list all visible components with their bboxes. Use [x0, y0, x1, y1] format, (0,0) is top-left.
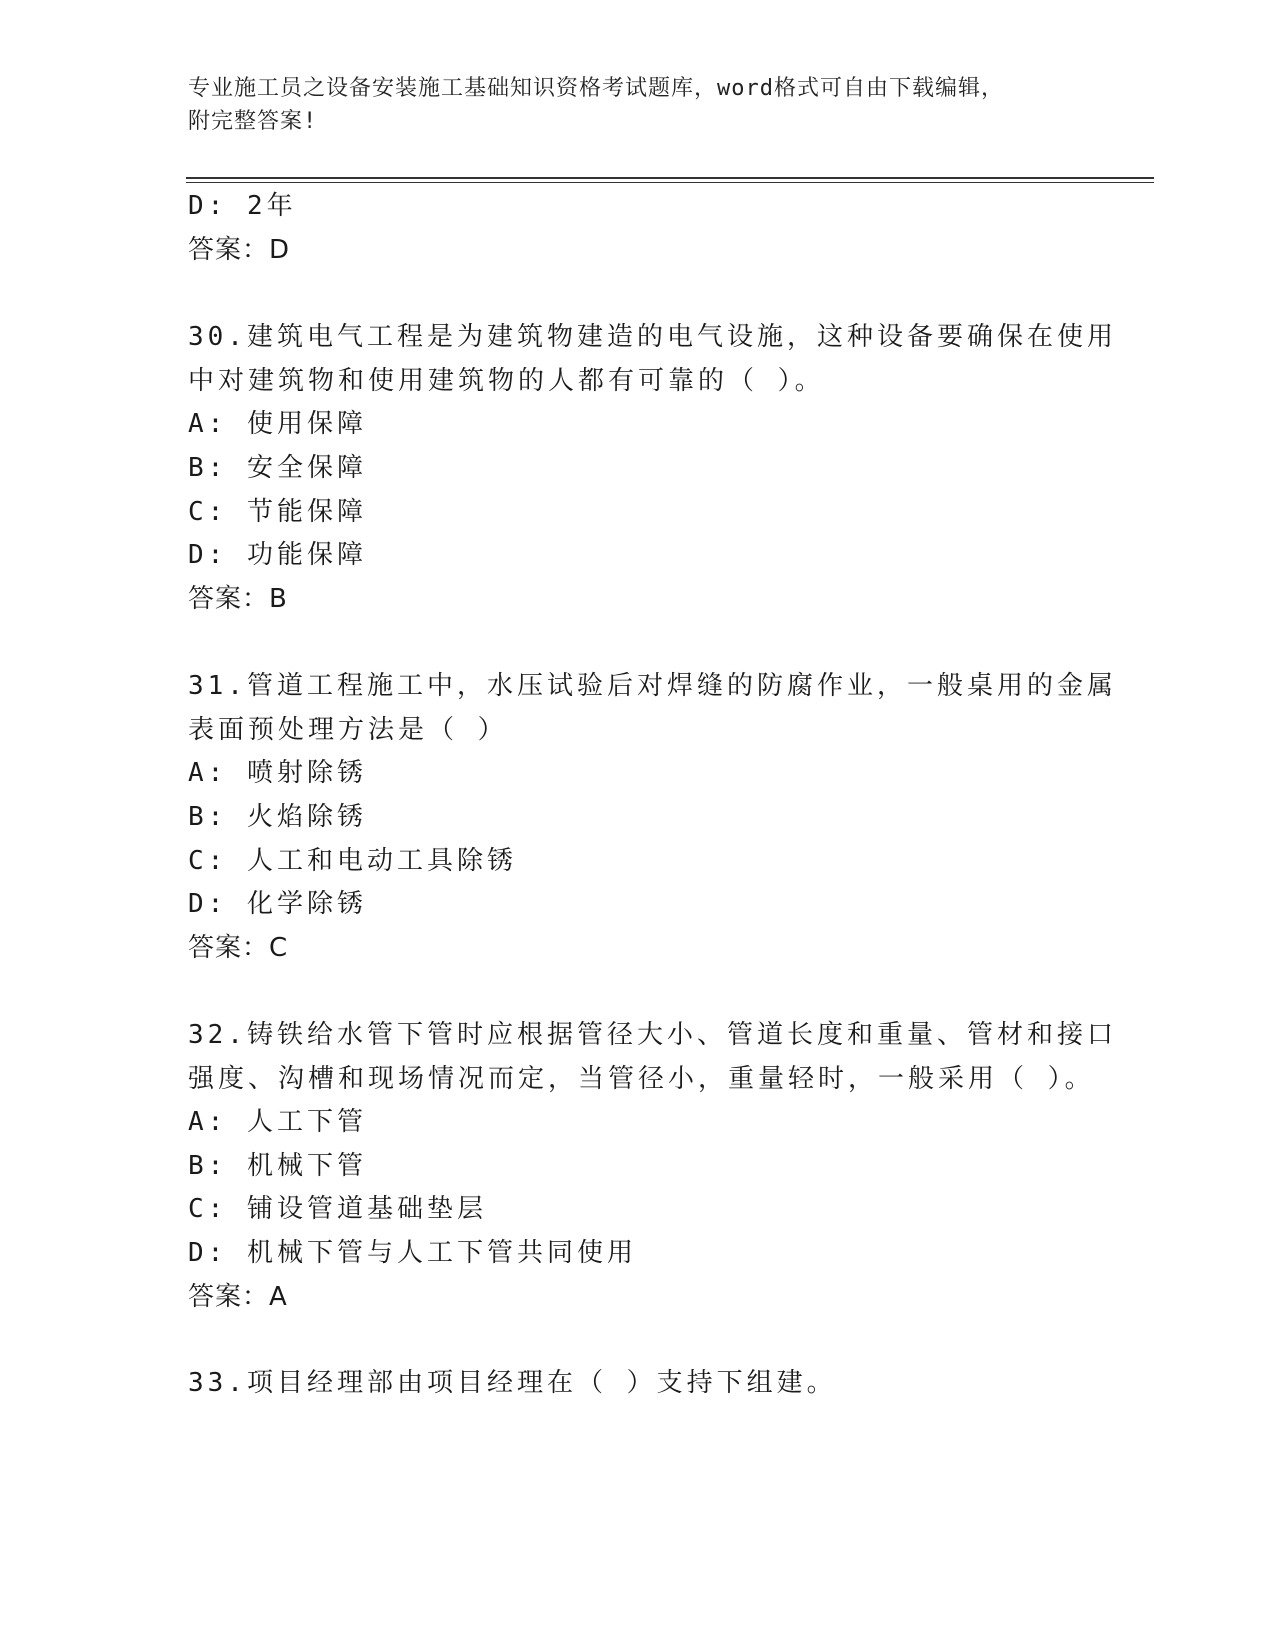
document-header — [188, 72, 1068, 138]
question-30-answer: 答案：B — [188, 584, 288, 614]
question-31-option-a: A: 喷射除锈 — [188, 758, 367, 788]
question-31-answer: 答案：C — [188, 933, 289, 963]
question-32-option-d: D: 机械下管与人工下管共同使用 — [188, 1238, 637, 1268]
option-d-prev: D: 2年 — [188, 191, 297, 221]
question-31-stem-line-2: 表面预处理方法是（ ） — [188, 715, 508, 745]
header-line-2: 附完整答案! — [188, 109, 318, 134]
question-31-option-b: B: 火焰除锈 — [188, 802, 367, 832]
question-32-stem-line-1: 32.铸铁给水管下管时应根据管径大小、管道长度和重量、管材和接口 — [188, 1020, 1117, 1050]
question-30-option-d: D: 功能保障 — [188, 540, 367, 570]
answer-prev: 答案：D — [188, 235, 291, 265]
question-31-option-c: C: 人工和电动工具除锈 — [188, 846, 517, 876]
question-30-stem-line-1: 30.建筑电气工程是为建筑物建造的电气设施，这种设备要确保在使用 — [188, 322, 1117, 352]
header-divider-thin — [186, 182, 1154, 183]
question-32-option-a: A: 人工下管 — [188, 1107, 367, 1137]
question-30-option-a: A: 使用保障 — [188, 409, 367, 439]
header-line-1: 专业施工员之设备安装施工基础知识资格考试题库，word格式可自由下载编辑， — [188, 76, 1004, 101]
question-30-option-b: B: 安全保障 — [188, 453, 367, 483]
question-30-option-c: C: 节能保障 — [188, 497, 367, 527]
question-31-option-d: D: 化学除锈 — [188, 889, 367, 919]
question-33-stem-line-1: 33.项目经理部由项目经理在（ ）支持下组建。 — [188, 1368, 837, 1398]
header-divider-thick — [186, 177, 1154, 179]
question-31-stem-line-1: 31.管道工程施工中，水压试验后对焊缝的防腐作业，一般桌用的金属 — [188, 671, 1117, 701]
question-32-stem-line-2: 强度、沟槽和现场情况而定，当管径小，重量轻时，一般采用（ ）。 — [188, 1064, 1095, 1094]
question-32-answer: 答案：A — [188, 1282, 288, 1312]
question-32-option-c: C: 铺设管道基础垫层 — [188, 1194, 487, 1224]
question-30-stem-line-2: 中对建筑物和使用建筑物的人都有可靠的（ ）。 — [188, 366, 825, 396]
question-32-option-b: B: 机械下管 — [188, 1151, 367, 1181]
